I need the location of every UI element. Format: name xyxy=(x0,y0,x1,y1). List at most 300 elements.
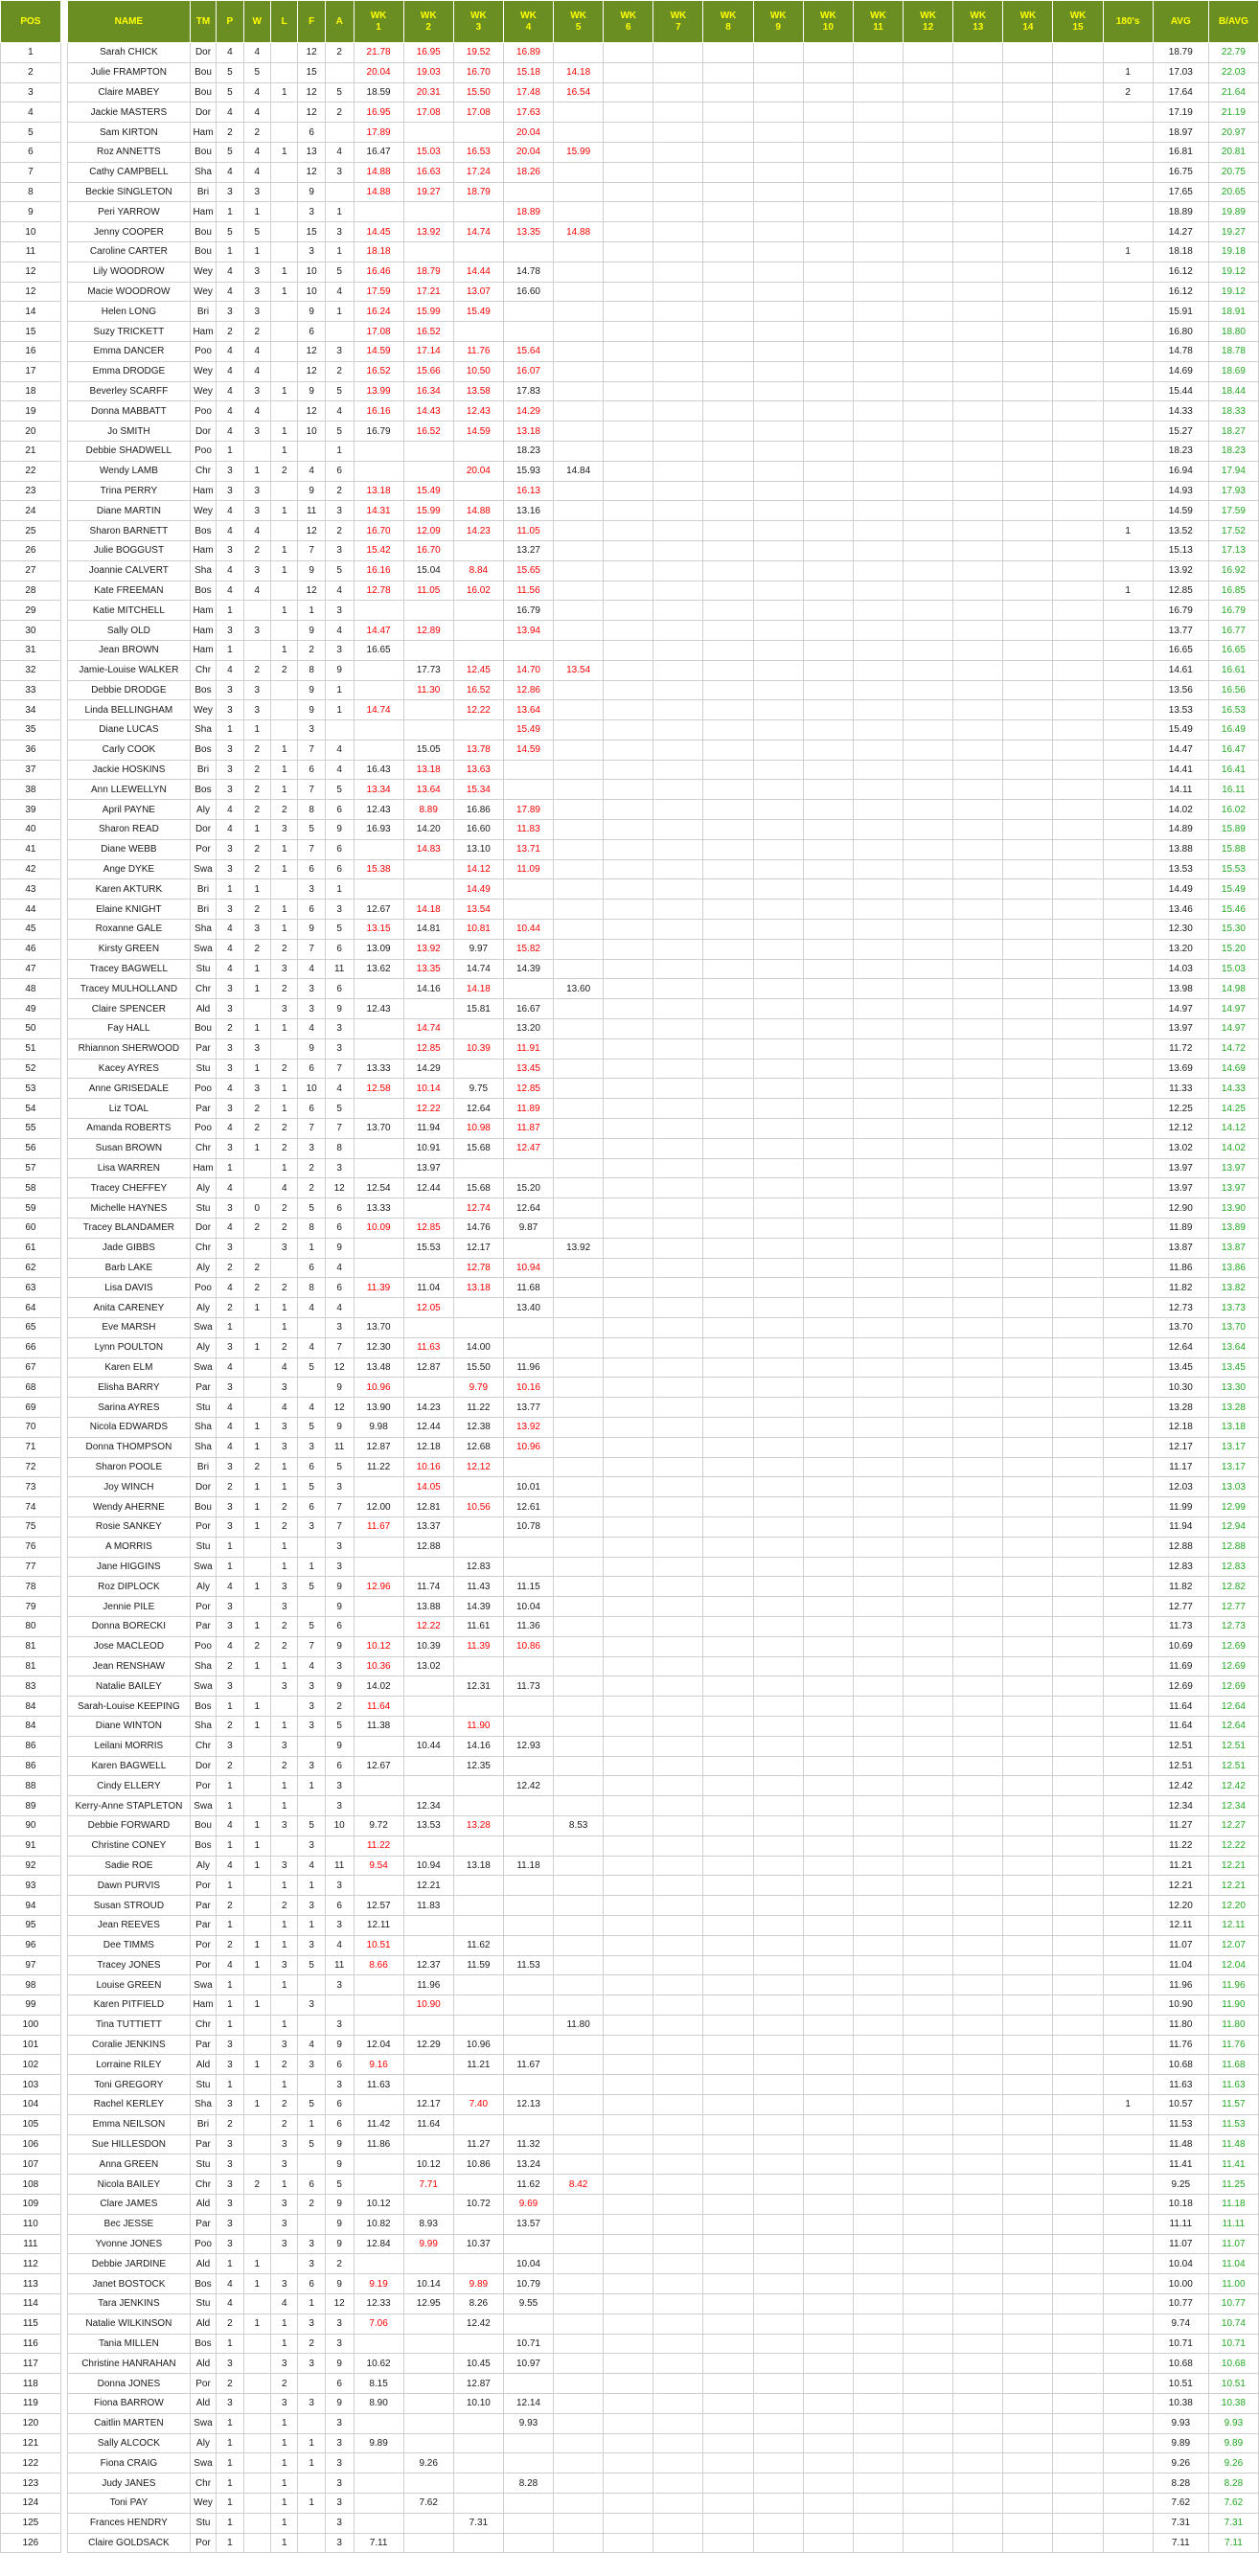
cell-won: 3 xyxy=(243,700,270,720)
cell-week-11 xyxy=(853,82,903,103)
cell-won: 2 xyxy=(243,123,270,143)
cell-week-2: 12.37 xyxy=(403,1955,453,1975)
cell-pos: 39 xyxy=(1,800,61,820)
cell-week-3: 15.68 xyxy=(453,1178,503,1198)
cell-week-1: 12.11 xyxy=(354,1915,403,1935)
cell-team: Por xyxy=(190,1955,216,1975)
cell-won: 2 xyxy=(243,780,270,800)
cell-avg: 14.93 xyxy=(1153,481,1208,501)
cell-name: Judy JANES xyxy=(67,2473,190,2494)
cell-avg: 11.53 xyxy=(1153,2114,1208,2134)
cell-week-8 xyxy=(703,700,753,720)
cell-team: Sha xyxy=(190,720,216,741)
cell-180s xyxy=(1103,182,1153,202)
cell-week-8 xyxy=(703,1516,753,1537)
cell-week-10 xyxy=(803,1597,853,1617)
cell-week-1 xyxy=(354,1238,403,1258)
cell-week-8 xyxy=(703,1876,753,1896)
cell-week-5 xyxy=(554,2294,604,2314)
cell-played: 4 xyxy=(217,939,243,959)
cell-week-4: 11.36 xyxy=(503,1616,553,1636)
cell-avg: 11.96 xyxy=(1153,1975,1208,1995)
cell-week-5 xyxy=(554,959,604,979)
cell-week-10 xyxy=(803,361,853,381)
cell-week-10 xyxy=(803,780,853,800)
cell-against: 5 xyxy=(325,381,354,401)
cell-week-12 xyxy=(904,1337,953,1357)
cell-against: 5 xyxy=(325,1099,354,1119)
row-gap xyxy=(60,601,67,621)
cell-pos: 37 xyxy=(1,760,61,780)
cell-week-9 xyxy=(753,640,803,660)
header-week-2 xyxy=(403,1,453,43)
cell-week-1: 16.16 xyxy=(354,401,403,422)
cell-won xyxy=(243,2494,270,2514)
cell-played: 3 xyxy=(217,2035,243,2055)
cell-week-2 xyxy=(403,1318,453,1338)
cell-lost xyxy=(271,202,298,222)
cell-bonus-avg: 16.41 xyxy=(1208,760,1258,780)
cell-week-14 xyxy=(1003,1119,1053,1139)
cell-week-15 xyxy=(1053,341,1103,361)
cell-bonus-avg: 15.88 xyxy=(1208,839,1258,859)
cell-week-15 xyxy=(1053,441,1103,461)
cell-week-12 xyxy=(904,2114,953,2134)
cell-week-12 xyxy=(904,939,953,959)
cell-week-10 xyxy=(803,2214,853,2234)
cell-won xyxy=(243,2035,270,2055)
row-gap xyxy=(60,1756,67,1776)
cell-week-1: 16.70 xyxy=(354,521,403,541)
cell-bonus-avg: 16.56 xyxy=(1208,680,1258,700)
cell-week-7 xyxy=(653,800,703,820)
cell-week-11 xyxy=(853,1896,903,1916)
cell-avg: 11.86 xyxy=(1153,1258,1208,1278)
cell-week-12 xyxy=(904,621,953,641)
cell-lost: 2 xyxy=(271,2114,298,2134)
cell-week-9 xyxy=(753,1516,803,1537)
cell-name: Frances HENDRY xyxy=(67,2513,190,2533)
table-row xyxy=(1,361,1259,381)
row-gap xyxy=(60,501,67,521)
cell-week-3: 12.78 xyxy=(453,1258,503,1278)
cell-week-13 xyxy=(953,2095,1003,2115)
cell-week-2: 16.52 xyxy=(403,422,453,442)
cell-pos: 83 xyxy=(1,1676,61,1697)
cell-week-7 xyxy=(653,540,703,560)
cell-week-6 xyxy=(604,740,653,760)
cell-week-10 xyxy=(803,182,853,202)
cell-name: Kerry-Anne STAPLETON xyxy=(67,1796,190,1816)
cell-team: Stu xyxy=(190,2075,216,2095)
cell-pos: 6 xyxy=(1,142,61,162)
cell-week-12 xyxy=(904,2035,953,2055)
cell-lost: 1 xyxy=(271,1298,298,1318)
cell-lost: 4 xyxy=(271,2294,298,2314)
cell-lost: 1 xyxy=(271,2453,298,2473)
cell-week-1 xyxy=(354,1975,403,1995)
cell-week-3: 12.12 xyxy=(453,1457,503,1477)
cell-week-14 xyxy=(1003,1697,1053,1717)
cell-for: 12 xyxy=(298,361,325,381)
cell-lost: 2 xyxy=(271,1219,298,1239)
cell-week-2: 12.87 xyxy=(403,1357,453,1378)
cell-week-15 xyxy=(1053,839,1103,859)
cell-week-6 xyxy=(604,162,653,182)
cell-team: Dor xyxy=(190,1756,216,1776)
cell-week-10 xyxy=(803,2533,853,2553)
cell-bonus-avg: 10.51 xyxy=(1208,2374,1258,2394)
cell-week-15 xyxy=(1053,560,1103,581)
cell-won: 1 xyxy=(243,979,270,999)
cell-team: Par xyxy=(190,1038,216,1059)
cell-week-4 xyxy=(503,322,553,342)
cell-week-12 xyxy=(904,2234,953,2254)
cell-name: Tracey MULHOLLAND xyxy=(67,979,190,999)
row-gap xyxy=(60,800,67,820)
cell-bonus-avg: 16.79 xyxy=(1208,601,1258,621)
cell-for: 3 xyxy=(298,1437,325,1457)
cell-week-2: 14.23 xyxy=(403,1398,453,1418)
cell-week-15 xyxy=(1053,2234,1103,2254)
cell-won xyxy=(243,2394,270,2414)
cell-week-9 xyxy=(753,521,803,541)
cell-name: Jade GIBBS xyxy=(67,1238,190,1258)
cell-week-3 xyxy=(453,2015,503,2035)
cell-week-11 xyxy=(853,1597,903,1617)
cell-played: 4 xyxy=(217,581,243,601)
cell-name: Beverley SCARFF xyxy=(67,381,190,401)
cell-lost: 1 xyxy=(271,2433,298,2453)
cell-week-4: 10.97 xyxy=(503,2354,553,2374)
cell-played: 3 xyxy=(217,839,243,859)
cell-week-12 xyxy=(904,740,953,760)
cell-week-3 xyxy=(453,1656,503,1676)
cell-week-5 xyxy=(554,800,604,820)
cell-week-6 xyxy=(604,2533,653,2553)
cell-week-9 xyxy=(753,800,803,820)
cell-lost: 1 xyxy=(271,2473,298,2494)
cell-week-7 xyxy=(653,1477,703,1497)
cell-week-11 xyxy=(853,1516,903,1537)
cell-lost xyxy=(271,1697,298,1717)
cell-week-14 xyxy=(1003,2314,1053,2334)
cell-week-3: 8.26 xyxy=(453,2294,503,2314)
cell-180s xyxy=(1103,800,1153,820)
cell-week-2: 10.44 xyxy=(403,1736,453,1756)
cell-won: 2 xyxy=(243,839,270,859)
cell-week-3: 14.00 xyxy=(453,1337,503,1357)
cell-week-9 xyxy=(753,820,803,840)
cell-week-10 xyxy=(803,322,853,342)
cell-week-13 xyxy=(953,1457,1003,1477)
cell-week-10 xyxy=(803,1158,853,1178)
cell-week-9 xyxy=(753,1417,803,1437)
cell-pos: 12 xyxy=(1,262,61,282)
cell-lost xyxy=(271,241,298,262)
cell-week-7 xyxy=(653,1138,703,1158)
cell-week-2: 12.22 xyxy=(403,1099,453,1119)
cell-team: Wey xyxy=(190,700,216,720)
cell-name: Lily WOODROW xyxy=(67,262,190,282)
cell-180s xyxy=(1103,1278,1153,1298)
cell-week-2: 11.74 xyxy=(403,1577,453,1597)
cell-week-8 xyxy=(703,720,753,741)
cell-against: 9 xyxy=(325,2214,354,2234)
cell-lost: 1 xyxy=(271,142,298,162)
cell-week-11 xyxy=(853,1636,903,1656)
cell-week-13 xyxy=(953,1736,1003,1756)
cell-won: 3 xyxy=(243,182,270,202)
cell-week-8 xyxy=(703,341,753,361)
cell-name: Nicola BAILEY xyxy=(67,2175,190,2195)
cell-lost xyxy=(271,401,298,422)
cell-week-13 xyxy=(953,2334,1003,2354)
cell-pos: 29 xyxy=(1,601,61,621)
cell-avg: 12.73 xyxy=(1153,1298,1208,1318)
cell-week-2: 19.27 xyxy=(403,182,453,202)
cell-won xyxy=(243,2134,270,2154)
table-row xyxy=(1,2154,1259,2175)
cell-week-9 xyxy=(753,501,803,521)
cell-week-14 xyxy=(1003,2114,1053,2134)
cell-week-2 xyxy=(403,2354,453,2374)
cell-week-14 xyxy=(1003,1915,1053,1935)
table-row xyxy=(1,900,1259,920)
cell-against: 2 xyxy=(325,361,354,381)
cell-week-10 xyxy=(803,1656,853,1676)
cell-week-7 xyxy=(653,760,703,780)
cell-week-15 xyxy=(1053,1597,1103,1617)
cell-avg: 16.94 xyxy=(1153,461,1208,481)
cell-week-8 xyxy=(703,1219,753,1239)
cell-for: 3 xyxy=(298,720,325,741)
cell-week-7 xyxy=(653,1716,703,1736)
cell-week-3: 14.12 xyxy=(453,859,503,879)
cell-week-9 xyxy=(753,2055,803,2075)
cell-against: 9 xyxy=(325,660,354,680)
cell-week-3: 16.60 xyxy=(453,820,503,840)
table-row xyxy=(1,441,1259,461)
cell-played: 4 xyxy=(217,1577,243,1597)
cell-week-4: 18.89 xyxy=(503,202,553,222)
cell-team: Bos xyxy=(190,780,216,800)
cell-week-6 xyxy=(604,441,653,461)
header-week-11 xyxy=(853,1,903,43)
cell-week-3 xyxy=(453,481,503,501)
cell-team: Stu xyxy=(190,2154,216,2175)
cell-team: Wey xyxy=(190,262,216,282)
cell-week-1: 10.36 xyxy=(354,1656,403,1676)
cell-week-9 xyxy=(753,1457,803,1477)
row-gap xyxy=(60,1178,67,1198)
cell-week-3 xyxy=(453,720,503,741)
cell-week-11 xyxy=(853,2154,903,2175)
cell-week-14 xyxy=(1003,2494,1053,2514)
cell-bonus-avg: 12.42 xyxy=(1208,1776,1258,1796)
cell-week-7 xyxy=(653,660,703,680)
cell-week-3 xyxy=(453,1915,503,1935)
cell-lost xyxy=(271,361,298,381)
cell-pos: 64 xyxy=(1,1298,61,1318)
cell-week-5 xyxy=(554,501,604,521)
cell-week-7 xyxy=(653,282,703,302)
cell-week-9 xyxy=(753,2214,803,2234)
cell-week-9 xyxy=(753,1736,803,1756)
cell-against: 9 xyxy=(325,2035,354,2055)
cell-week-11 xyxy=(853,1876,903,1896)
cell-pos: 125 xyxy=(1,2513,61,2533)
cell-for: 15 xyxy=(298,62,325,82)
cell-week-5 xyxy=(554,900,604,920)
cell-pos: 9 xyxy=(1,202,61,222)
cell-week-5: 13.60 xyxy=(554,979,604,999)
cell-for: 10 xyxy=(298,262,325,282)
cell-bonus-avg: 12.51 xyxy=(1208,1736,1258,1756)
cell-week-10 xyxy=(803,521,853,541)
cell-lost: 1 xyxy=(271,2175,298,2195)
cell-week-11 xyxy=(853,2254,903,2274)
cell-week-10 xyxy=(803,2195,853,2215)
cell-won: 1 xyxy=(243,1656,270,1676)
cell-against: 9 xyxy=(325,1736,354,1756)
cell-week-13 xyxy=(953,82,1003,103)
cell-week-10 xyxy=(803,1716,853,1736)
cell-played: 3 xyxy=(217,540,243,560)
cell-180s xyxy=(1103,660,1153,680)
cell-week-14 xyxy=(1003,1856,1053,1876)
cell-week-13 xyxy=(953,2533,1003,2553)
cell-avg: 11.64 xyxy=(1153,1716,1208,1736)
cell-played: 1 xyxy=(217,2254,243,2274)
cell-against: 9 xyxy=(325,2274,354,2294)
cell-pos: 14 xyxy=(1,302,61,322)
cell-week-15 xyxy=(1053,103,1103,123)
cell-lost: 2 xyxy=(271,461,298,481)
cell-against: 3 xyxy=(325,2473,354,2494)
cell-week-6 xyxy=(604,939,653,959)
cell-week-14 xyxy=(1003,1995,1053,2016)
cell-week-9 xyxy=(753,939,803,959)
cell-week-14 xyxy=(1003,62,1053,82)
cell-week-10 xyxy=(803,979,853,999)
cell-week-10 xyxy=(803,2473,853,2494)
cell-week-11 xyxy=(853,680,903,700)
table-row xyxy=(1,1776,1259,1796)
cell-week-10 xyxy=(803,481,853,501)
cell-week-4 xyxy=(503,2374,553,2394)
cell-week-12 xyxy=(904,381,953,401)
cell-week-4: 11.09 xyxy=(503,859,553,879)
cell-180s xyxy=(1103,2394,1153,2414)
cell-week-8 xyxy=(703,760,753,780)
row-gap xyxy=(60,1516,67,1537)
cell-bonus-avg: 10.71 xyxy=(1208,2334,1258,2354)
cell-week-15 xyxy=(1053,2374,1103,2394)
cell-180s xyxy=(1103,142,1153,162)
cell-avg: 12.30 xyxy=(1153,920,1208,940)
cell-bonus-avg: 14.72 xyxy=(1208,1038,1258,1059)
table-row xyxy=(1,2433,1259,2453)
cell-for: 2 xyxy=(298,2334,325,2354)
cell-week-4: 13.35 xyxy=(503,222,553,242)
cell-week-1: 16.46 xyxy=(354,262,403,282)
cell-week-8 xyxy=(703,979,753,999)
cell-week-11 xyxy=(853,2453,903,2473)
cell-week-1: 9.16 xyxy=(354,2055,403,2075)
cell-week-12 xyxy=(904,1955,953,1975)
cell-lost xyxy=(271,2254,298,2274)
cell-bonus-avg: 9.93 xyxy=(1208,2413,1258,2433)
cell-against: 6 xyxy=(325,2055,354,2075)
cell-played: 3 xyxy=(217,1736,243,1756)
cell-week-13 xyxy=(953,2055,1003,2075)
cell-week-6 xyxy=(604,680,653,700)
cell-week-14 xyxy=(1003,162,1053,182)
cell-for: 9 xyxy=(298,560,325,581)
cell-week-3: 16.53 xyxy=(453,142,503,162)
cell-week-7 xyxy=(653,2214,703,2234)
cell-pos: 62 xyxy=(1,1258,61,1278)
cell-bonus-avg: 13.18 xyxy=(1208,1417,1258,1437)
cell-week-1: 13.48 xyxy=(354,1357,403,1378)
cell-week-5: 14.88 xyxy=(554,222,604,242)
cell-week-7 xyxy=(653,262,703,282)
cell-played: 2 xyxy=(217,1258,243,1278)
cell-lost xyxy=(271,162,298,182)
cell-week-12 xyxy=(904,1457,953,1477)
cell-week-2: 12.09 xyxy=(403,521,453,541)
cell-week-7 xyxy=(653,1796,703,1816)
cell-week-5 xyxy=(554,202,604,222)
cell-180s xyxy=(1103,999,1153,1019)
cell-week-7 xyxy=(653,1876,703,1896)
cell-week-11 xyxy=(853,2334,903,2354)
cell-week-13 xyxy=(953,1497,1003,1517)
cell-week-12 xyxy=(904,2354,953,2374)
cell-week-6 xyxy=(604,521,653,541)
cell-week-13 xyxy=(953,1099,1003,1119)
cell-against: 4 xyxy=(325,760,354,780)
cell-week-10 xyxy=(803,2134,853,2154)
cell-played: 4 xyxy=(217,1856,243,1876)
cell-week-3: 12.68 xyxy=(453,1437,503,1457)
cell-week-14 xyxy=(1003,1716,1053,1736)
row-gap xyxy=(60,999,67,1019)
table-row xyxy=(1,1756,1259,1776)
cell-week-11 xyxy=(853,1119,903,1139)
cell-week-12 xyxy=(904,2214,953,2234)
cell-week-9 xyxy=(753,760,803,780)
cell-for: 15 xyxy=(298,222,325,242)
cell-week-8 xyxy=(703,2494,753,2514)
cell-week-9 xyxy=(753,1497,803,1517)
cell-week-4 xyxy=(503,1975,553,1995)
cell-week-3: 12.43 xyxy=(453,401,503,422)
cell-lost: 3 xyxy=(271,2394,298,2414)
cell-week-12 xyxy=(904,1896,953,1916)
cell-week-8 xyxy=(703,1915,753,1935)
cell-week-15 xyxy=(1053,1238,1103,1258)
row-gap xyxy=(60,1119,67,1139)
cell-week-15 xyxy=(1053,2114,1103,2134)
cell-against: 3 xyxy=(325,2453,354,2473)
cell-lost: 3 xyxy=(271,1378,298,1398)
cell-week-10 xyxy=(803,2254,853,2274)
cell-against: 7 xyxy=(325,1516,354,1537)
cell-week-7 xyxy=(653,2433,703,2453)
cell-week-2: 12.95 xyxy=(403,2294,453,2314)
